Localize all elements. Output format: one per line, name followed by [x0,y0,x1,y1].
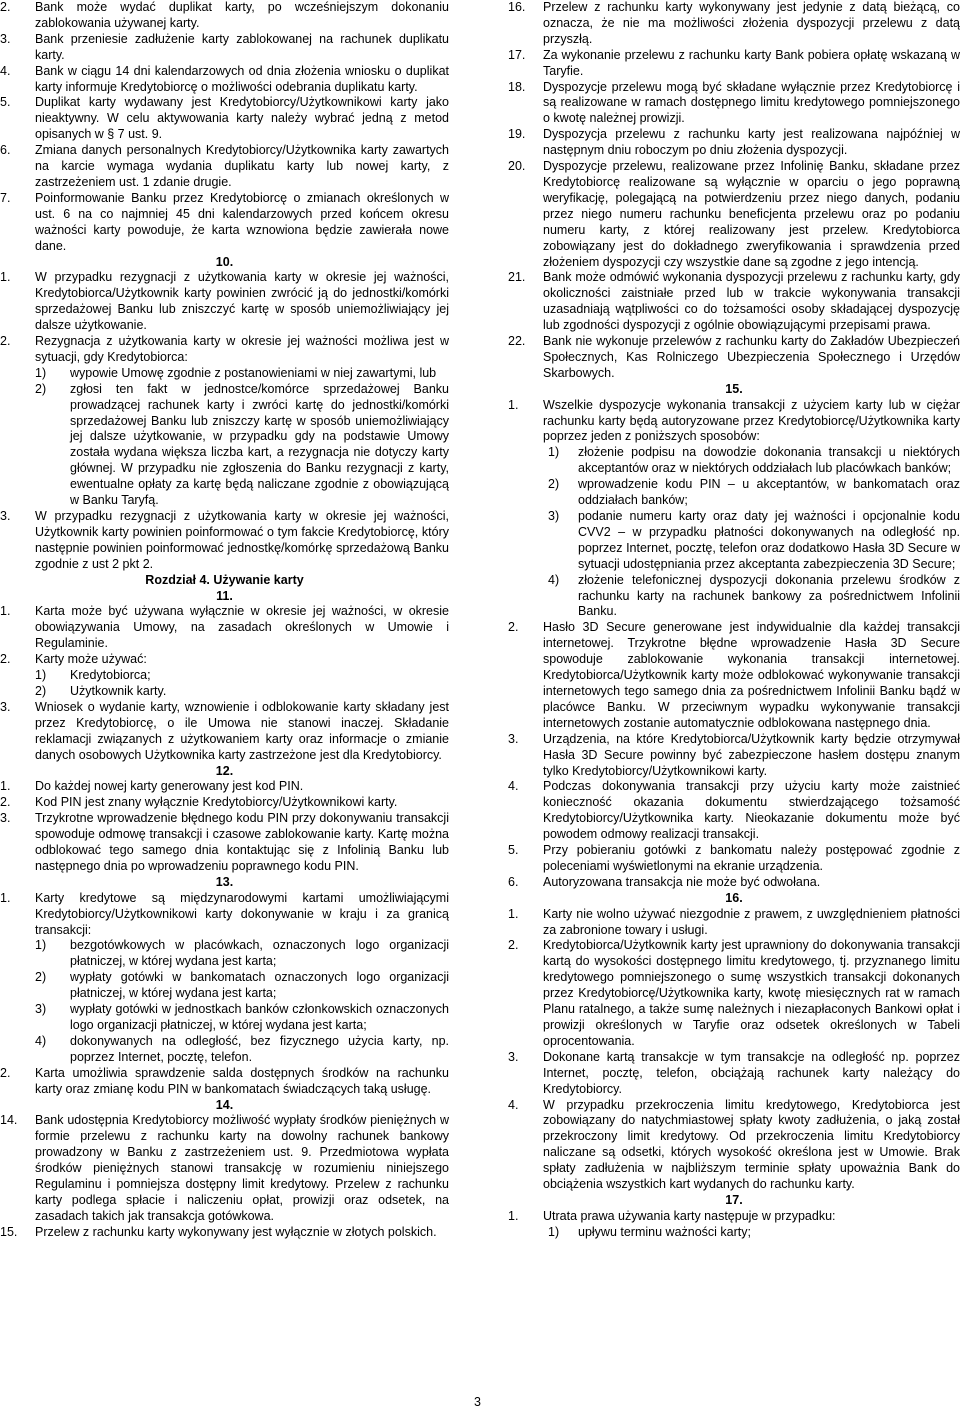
paragraph-item [508,398,960,446]
item-text: Bank udostępnia Kredytobiorcy możliwość wypłaty środków pieniężnych w formie przelewu z rachunku karty na dowolny rachunek bankowy prowadzony w Banku z zastrzeżeniem ust. 9. Przedmiotowa wypłata środków pieniężnych stanowi transakcję w rozumieniu niniejszego Regulaminu i pomniejsza dostępny limit kredytowy. Przelew z rachunku karty podlega spłacie i naliczeniu opłat, prowizji oraz odsetek, na zasadach takich jak transakcja gotówkowa. [35,1113,449,1223]
item-number: 7. [0,190,11,205]
item-text: Bank w ciągu 14 dni kalendarzowych od dnia złożenia wniosku o duplikat karty informuje Kredytobiorcę o możliwości odebrania duplikatu karty. [35,63,449,94]
item-text: dokonywanych na odległość, bez fizycznego użycia karty, np. poprzez Internet, pocztę, telefon. [70,1033,449,1064]
item-number: 3. [508,731,519,746]
item-text: Wniosek o wydanie karty, wznowienie i odblokowanie karty składany jest przez Kredytobiorcę, o ile Umowa nie stanowi inaczej. Składanie reklamacji związanych z użytkowaniem karty oraz informacje o zmianie danych osobowych Użytkownika karty zastrzeżone jest dla Kredytobiorcy. [35,699,449,762]
paragraph-item [508,1050,960,1098]
item-number: 2. [508,938,519,953]
item-text: Karty może używać: [35,652,147,667]
item-number: 4) [35,1033,47,1048]
item-number: 1) [35,668,47,683]
sub-point [508,477,960,509]
sub-point [0,970,449,1002]
sub-point [0,684,449,700]
paragraph-item [508,127,960,159]
paragraph-item [0,1113,449,1224]
item-text: Rezygnacja z użytkowania karty w okresie jej ważności możliwa jest w sytuacji, gdy Kredytobiorca: [35,334,449,364]
item-text: wypłaty gotówki w jednostkach banków członkowskich oznaczonych logo organizacji płatniczej, w której wydana jest karta; [70,1002,449,1032]
paragraph-item [508,159,960,270]
item-number: 1. [0,890,11,905]
item-text: Dyspozycje przelewu mogą być składane wyłącznie przez Kredytobiorcę i są realizowane w ramach dostępnego limitu kredytowego pomniejszonego o kwotę należnej prowizji. [543,79,960,126]
item-text: Kredytobiorca/Użytkownik karty jest uprawniony do dokonywania transakcji kartą do wysokości dostępnego limitu kredytowego, tj. przyznanego limitu kredytowego pomniejszonego o sumę wszystkich transakcji dokonanych przez Kredytobiorcę/Użytkownika karty, kwotę miesięcznych rat w ramach Planu ratalnego, a także sumę należnych i niezapłaconych Bankowi opłat i prowizji określonych w Taryfie oraz odsetek określonych w Tabeli oprocentowania. [543,938,960,1048]
item-text: upływu terminu ważności karty; [578,1224,751,1239]
item-text: W przypadku rezygnacji z użytkowania karty w okresie jej ważności, Użytkownik karty powinien poinformować o tym fakcie Kredytobiorcę, który następnie powinien poinformować jednostkę/komórkę sprzedażową Banku zgodnie z ust 2 pkt 2. [35,509,449,571]
item-number: 1. [0,270,11,285]
paragraph-item [0,509,449,573]
item-number: 4) [548,572,560,587]
paragraph-item [508,270,960,334]
item-text: zgłosi ten fakt w jednostce/komórce sprzedażowej Banku prowadzącej rachunek karty i zwróci kartę do jednostki/komórki sprzedażowej Banku lub zniszczy kartę w sposób uniemożliwiający jej dalsze użytkowanie, w przypadku gdy na podstawie Umowy została wydana większa liczba kart, a rezygnacja nie dotyczy karty głównej. W przypadku nie zgłoszenia do Banku rezygnacji z karty, ewentualne opłaty za kartę będą naliczane zgodnie z obowiązującą w Banku Taryfą. [70,381,449,508]
item-number: 2. [0,334,11,349]
paragraph-item [508,334,960,382]
item-text: podanie numeru karty oraz daty jej ważności i opcjonalnie kodu CVV2 – w przypadku płatności dokonywanych na odległość np. poprzez Internet, pocztę, telefon oraz dodatkowo Hasła 3D Secure w sytuacji udostępniania przez akceptanta zabezpieczenia 3D Secure; [578,509,960,571]
item-text: Użytkownik karty. [70,683,167,698]
item-number: 2. [0,0,11,14]
sub-point [0,366,449,382]
item-text: Dyspozycje przelewu, realizowane przez Infolinię Banku, składane przez Kredytobiorcę realizowane są wyłącznie w oparciu o jego poprawną weryfikację, polegającą na potwierdzeniu przez niego danych, podaniu przez niego numeru rachunku beneficjenta przelewu oraz po podaniu numeru karty, z której realizowany jest przelew. Kredytobiorca zobowiązany jest do dokładnego zweryfikowania i sprawdzenia przed złożeniem dyspozycji czy wszystkie dane są zgodne z jego intencją. [543,159,960,269]
paragraph-item [508,0,960,48]
paragraph-item [508,907,960,939]
item-number: 1. [0,604,11,619]
paragraph-item [508,1098,960,1193]
item-text: Karty nie wolno używać niezgodnie z prawem, z uwzględnieniem płatności za zabronione towary i usługi. [543,906,960,937]
item-number: 14. [0,1113,18,1128]
item-number: 2) [35,683,47,698]
paragraph-item [0,0,449,32]
item-number: 2) [35,381,47,396]
item-number: 2. [0,1065,11,1080]
item-number: 19. [508,127,526,142]
sub-point [508,509,960,573]
item-number: 6. [0,143,11,158]
item-text: Kod PIN jest znany wyłącznie Kredytobiorcy/Użytkownikowi karty. [35,795,398,810]
item-number: 3) [548,509,560,523]
item-text: wypłaty gotówki w bankomatach oznaczonych logo organizacji płatniczej, w której wydana jest karta; [70,970,449,1001]
paragraph-item [0,795,449,811]
paragraph-item [508,80,960,128]
item-number: 1) [548,445,560,460]
sub-point [508,1225,960,1241]
item-number: 5. [0,95,11,110]
section-heading: 12. [215,763,234,778]
paragraph-item [508,48,960,80]
paragraph-item [508,732,960,780]
item-number: 1) [548,1224,560,1239]
item-text: złożenie telefonicznej dyspozycji dokonania przelewu środków z rachunku karty na rachunek bankowy za pośrednictwem Infolinii Banku. [578,572,960,619]
item-number: 21. [508,270,526,285]
item-text: Karta może być używana wyłącznie w okresie jej ważności, w okresie obowiązywania Umowy, na zasadach określonych w Umowie i Regulaminie. [35,604,449,651]
section-heading: 16. [725,890,743,905]
paragraph-item [0,270,449,334]
item-text: wprowadzenie kodu PIN – u akceptantów, w bankomatach oraz oddziałach banków; [578,477,960,508]
item-number: 2. [0,795,11,810]
item-number: 2) [35,970,47,985]
section-heading: 13. [215,874,234,889]
item-text: Dokonane kartą transakcje w tym transakcje na odległość np. poprzez Internet, pocztę, telefon, obciążają rachunek karty należący do Kredytobiorcy. [543,1049,960,1096]
paragraph-item [0,95,449,143]
paragraph-item [0,811,449,875]
item-number: 15. [0,1224,18,1239]
item-number: 3) [35,1002,47,1017]
item-number: 4. [0,63,11,78]
item-number: 22. [508,334,526,349]
item-number: 1. [508,906,519,921]
item-text: W przypadku przekroczenia limitu kredytowego, Kredytobiorca jest zobowiązany do natychmiastowej spłaty kwoty zadłużenia, o jaką został przekroczony limit kredytowy. Od przekroczenia limitu Kredytobiorcy naliczane są odsetki, których wysokość określona jest w Umowie. Brak spłaty zadłużenia w najbliższym terminie spłaty upoważnia Bank do obciążenia wszystkich kart wydanych do rachunku karty. [543,1097,960,1192]
item-number: 2. [0,652,11,667]
item-text: Duplikat karty wydawany jest Kredytobiorcy/Użytkownikowi karty jako nieaktywny. W celu aktywowania karty należy wybrać jedną z metod opisanych w § 7 ust. 9. [35,95,449,142]
item-number: 1) [35,938,47,953]
item-text: Karty kredytowe są międzynarodowymi kartami umożliwiającymi Kredytobiorcy/Użytkownikowi karty dokonywanie w kraju i za granicą transakcji: [35,890,449,937]
item-text: Autoryzowana transakcja nie może być odwołana. [543,874,821,889]
item-text: Karta umożliwia sprawdzenie salda dostępnych środków na rachunku karty oraz zmianę kodu PIN w bankomatach świadczących taką usługę. [35,1065,449,1096]
item-number: 17. [508,47,526,62]
sub-point [0,382,449,509]
sub-point [508,445,960,477]
item-text: Bank przeniesie zadłużenie karty zablokowanej na rachunek duplikatu karty. [35,31,449,62]
paragraph-item [0,334,449,366]
item-text: Zmiana danych personalnych Kredytobiorcy/Użytkownika karty zawartych na karcie wymaga wydania duplikatu karty lub nowej karty, z zastrzeżeniem ust. 1 zdanie drugie. [35,143,449,189]
item-text: Dyspozycja przelewu z rachunku karty jest realizowana najpóźniej w następnym dniu roboczym po dniu złożenia dyspozycji. [543,127,960,158]
paragraph-item [0,64,449,96]
right-column [508,0,960,1241]
item-text: Bank może odmówić wykonania dyspozycji przelewu z rachunku karty, gdy okoliczności zaistniałe przed lub w trakcie wykonywania transakcji uzasadniają wątpliwości co do tożsamości osoby składającej dyspozycję lub zgodności dyspozycji z ogólnie obowiązującymi przepisami prawa. [543,270,960,333]
item-text: Za wykonanie przelewu z rachunku karty Bank pobiera opłatę wskazaną w Taryfie. [543,47,960,78]
section-heading: Rozdział 4. Używanie karty [145,572,304,587]
item-text: Urządzenia, na które Kredytobiorca/Użytkownik karty będzie otrzymywał Hasła 3D Secure powinny być zabezpieczone hasłem dostępu znanym tylko Kredytobiorcy/Użytkownikowi karty. [543,731,960,778]
paragraph-item [0,604,449,652]
item-number: 6. [508,874,519,889]
item-text: Bank nie wykonuje przelewów z rachunku karty do Zakładów Ubezpieczeń Społecznych, Kas Rolniczego Ubezpieczenia Społecznego i Urzędów Skarbowych. [543,334,960,380]
section-heading: 14. [215,1097,234,1112]
item-text: Bank może wydać duplikat karty, po wcześniejszym dokonaniu zablokowania używanej karty. [35,0,449,30]
item-text: złożenie podpisu na dowodzie dokonania transakcji u niektórych akceptantów oraz w niektórych oddziałach lub placówkach banków; [578,445,960,476]
item-number: 3. [0,699,11,714]
item-number: 1. [508,1208,519,1223]
section-heading: 11. [216,588,233,603]
item-text: Poinformowanie Banku przez Kredytobiorcę o zmianach określonych w ust. 6 na co najmniej 45 dni kalendarzowych przed końcem okresu ważności karty powoduje, że karta wznowiona będzie zawierała nowe dane. [35,190,449,253]
item-number: 4. [508,779,519,794]
item-number: 18. [508,79,526,94]
item-text: Kredytobiorca; [70,668,151,683]
item-number: 1. [0,779,11,794]
item-number: 20. [508,159,526,174]
section-heading: 15. [725,381,743,396]
paragraph-item [0,891,449,939]
paragraph-item [508,1209,960,1225]
paragraph-item [0,1225,449,1241]
item-number: 2. [508,620,519,635]
item-number: 3. [0,31,11,46]
paragraph-item [0,652,449,668]
item-number: 3. [0,811,11,826]
item-number: 1. [508,397,519,412]
item-text: Utrata prawa używania karty następuje w przypadku: [543,1208,836,1223]
paragraph-item [0,143,449,191]
paragraph-item [0,700,449,764]
paragraph-item [0,191,449,255]
item-text: Przelew z rachunku karty wykonywany jest wyłącznie w złotych polskich. [35,1224,437,1239]
page-number: 3 [474,1395,481,1409]
item-number: 3. [0,509,11,523]
section-heading: 17. [725,1192,743,1207]
paragraph-item [0,779,449,795]
item-number: 4. [508,1097,519,1112]
paragraph-item [508,938,960,1049]
paragraph-item [508,875,960,891]
item-number: 16. [508,0,526,14]
section-heading: 10. [215,254,234,269]
item-text: bezgotówkowych w placówkach, oznaczonych logo organizacji płatniczej, w której wydana jest karta; [70,938,449,969]
item-text: Podczas dokonywania transakcji przy użyciu karty może zaistnieć konieczność okazania dokumentu stwierdzającego tożsamość Kredytobiorcy/Użytkownika karty. Nieokazanie dokumentu może być powodem odmowy realizacji transakcji. [543,779,960,842]
paragraph-item [0,32,449,64]
item-number: 5. [508,843,519,858]
paragraph-item [508,620,960,731]
item-text: Trzykrotne wprowadzenie błędnego kodu PIN przy dokonywaniu transakcji spowoduje odmowę transakcji i czasowe zablokowanie karty. Kartę można odblokować tego samego dnia kontaktując się z Infolinią Banku lub następnego dnia po wprowadzeniu poprawnego kodu PIN. [35,811,449,873]
left-column [0,0,449,1241]
sub-point [508,573,960,621]
item-number: 1) [35,365,47,380]
item-text: Do każdej nowej karty generowany jest kod PIN. [35,779,304,794]
item-text: Wszelkie dyspozycje wykonania transakcji z użyciem karty lub w ciężar rachunku karty będą autoryzowane przez Kredytobiorcę/Użytkownika karty poprzez jeden z poniższych sposobów: [543,397,960,444]
sub-point [0,1002,449,1034]
item-text: Przy pobieraniu gotówki z bankomatu należy postępować zgodnie z poleceniami wyświetlonymi na ekranie urządzenia. [543,843,960,873]
sub-point [0,1034,449,1066]
item-text: Hasło 3D Secure generowane jest indywidualnie dla każdej transakcji internetowej. Trzykrotne błędne wprowadzenie Hasła 3D Secure spowoduje zablokowanie wykonania transakcji internetowej. Kredytobiorca/Użytkownik karty może odblokować wykonywanie transakcji internetowych tego samego dnia za pośrednictwem Infolinii Banku bądź w placówce Banku. W przeciwnym wypadku wykonywanie transakcji internetowych zostanie automatycznie odblokowana następnego dnia. [543,620,960,730]
item-text: W przypadku rezygnacji z użytkowania karty w okresie jej ważności, Kredytobiorca/Użytkownik karty powinien zwrócić ją do jednostki/komórki sprzedażowej Banku lub zniszczyć kartę w sposób uniemożliwiający jej dalsze użytkowanie. [35,270,449,333]
item-text: Przelew z rachunku karty wykonywany jest jedynie z datą bieżącą, co oznacza, że nie ma możliwości złożenia dyspozycji przelewu z datą przyszłą. [543,0,960,46]
item-text: wypowie Umowę zgodnie z postanowieniami w niej zawartymi, lub [70,365,437,380]
item-number: 3. [508,1049,519,1064]
paragraph-item [0,1066,449,1098]
item-number: 2) [548,477,560,492]
sub-point [0,668,449,684]
paragraph-item [508,843,960,875]
paragraph-item [508,779,960,843]
sub-point [0,938,449,970]
